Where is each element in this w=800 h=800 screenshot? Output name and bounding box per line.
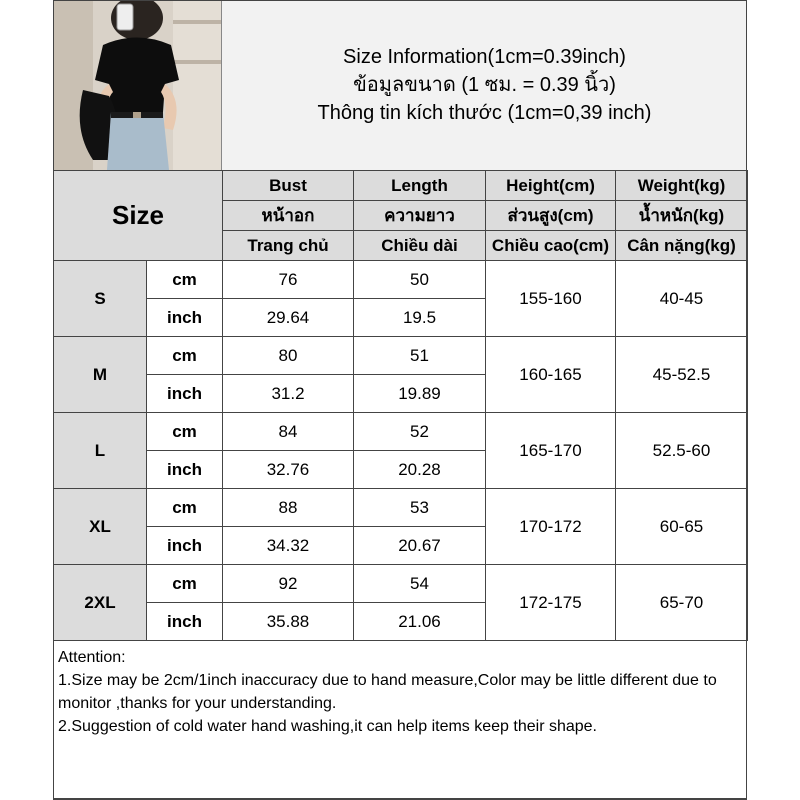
size-information-header — [222, 0, 747, 170]
header-thai: ข้อมูลขนาด (1 ซม. = 0.39 นิ้ว) — [353, 74, 616, 96]
attention-note-1: 1.Size may be 2cm/1inch inaccuracy due to hand measure,Color may be little different due to monitor ,thanks for your understanding. — [58, 672, 717, 712]
bust-inch-value: 29.64 — [223, 299, 354, 337]
unit-cm: cm — [147, 413, 223, 451]
length-cm-value: 53 — [354, 489, 486, 527]
weight-value: 65-70 — [616, 565, 748, 641]
length-inch-value: 20.28 — [354, 451, 486, 489]
length-cm-value: 54 — [354, 565, 486, 603]
attention-title: Attention: — [58, 649, 126, 666]
length-cm-value: 50 — [354, 261, 486, 299]
height-value: 155-160 — [486, 261, 616, 337]
size-label: L — [54, 413, 147, 489]
length-inch-value: 19.5 — [354, 299, 486, 337]
column-header-bust-vietnamese: Trang chủ — [223, 231, 354, 261]
table-row — [54, 565, 748, 603]
weight-value: 52.5-60 — [616, 413, 748, 489]
length-inch-value: 20.67 — [354, 527, 486, 565]
size-label: 2XL — [54, 565, 147, 641]
length-inch-value: 19.89 — [354, 375, 486, 413]
size-label: M — [54, 337, 147, 413]
column-header-length: Length — [354, 171, 486, 201]
bust-inch-value: 32.76 — [223, 451, 354, 489]
height-value: 170-172 — [486, 489, 616, 565]
bust-inch-value: 34.32 — [223, 527, 354, 565]
product-photo — [53, 0, 222, 170]
column-header-bust: Bust — [223, 171, 354, 201]
height-value: 165-170 — [486, 413, 616, 489]
column-header-height: Height(cm) — [486, 171, 616, 201]
size-label: S — [54, 261, 147, 337]
height-value: 172-175 — [486, 565, 616, 641]
unit-inch: inch — [147, 527, 223, 565]
table-row — [54, 489, 748, 527]
table-header-row-english — [54, 171, 748, 201]
bust-cm-value: 88 — [223, 489, 354, 527]
unit-cm: cm — [147, 489, 223, 527]
column-header-weight-thai: น้ำหนัก(kg) — [616, 201, 748, 231]
height-value: 160-165 — [486, 337, 616, 413]
unit-cm: cm — [147, 337, 223, 375]
size-label: XL — [54, 489, 147, 565]
table-row — [54, 337, 748, 375]
column-header-length-vietnamese: Chiều dài — [354, 231, 486, 261]
attention-note-2: 2.Suggestion of cold water hand washing,it can help items keep their shape. — [58, 718, 597, 735]
header-vietnamese: Thông tin kích thước (1cm=0,39 inch) — [317, 102, 652, 124]
bust-cm-value: 84 — [223, 413, 354, 451]
table-row — [54, 413, 748, 451]
column-header-weight-vietnamese: Cân nặng(kg) — [616, 231, 748, 261]
unit-inch: inch — [147, 451, 223, 489]
bust-inch-value: 31.2 — [223, 375, 354, 413]
attention-notes — [53, 644, 747, 799]
column-header-bust-thai: หน้าอก — [223, 201, 354, 231]
weight-value: 40-45 — [616, 261, 748, 337]
column-header-height-thai: ส่วนสูง(cm) — [486, 201, 616, 231]
table-row — [54, 261, 748, 299]
column-header-length-thai: ความยาว — [354, 201, 486, 231]
weight-value: 60-65 — [616, 489, 748, 565]
column-header-weight: Weight(kg) — [616, 171, 748, 201]
length-inch-value: 21.06 — [354, 603, 486, 641]
size-chart-table — [53, 170, 748, 641]
bust-inch-value: 35.88 — [223, 603, 354, 641]
unit-cm: cm — [147, 261, 223, 299]
length-cm-value: 52 — [354, 413, 486, 451]
bust-cm-value: 80 — [223, 337, 354, 375]
weight-value: 45-52.5 — [616, 337, 748, 413]
unit-inch: inch — [147, 375, 223, 413]
model-photo-image — [53, 0, 221, 170]
column-header-height-vietnamese: Chiều cao(cm) — [486, 231, 616, 261]
header-english: Size Information(1cm=0.39inch) — [343, 46, 626, 68]
length-cm-value: 51 — [354, 337, 486, 375]
bust-cm-value: 76 — [223, 261, 354, 299]
unit-inch: inch — [147, 299, 223, 337]
unit-cm: cm — [147, 565, 223, 603]
unit-inch: inch — [147, 603, 223, 641]
size-column-title: Size — [54, 171, 223, 261]
bust-cm-value: 92 — [223, 565, 354, 603]
